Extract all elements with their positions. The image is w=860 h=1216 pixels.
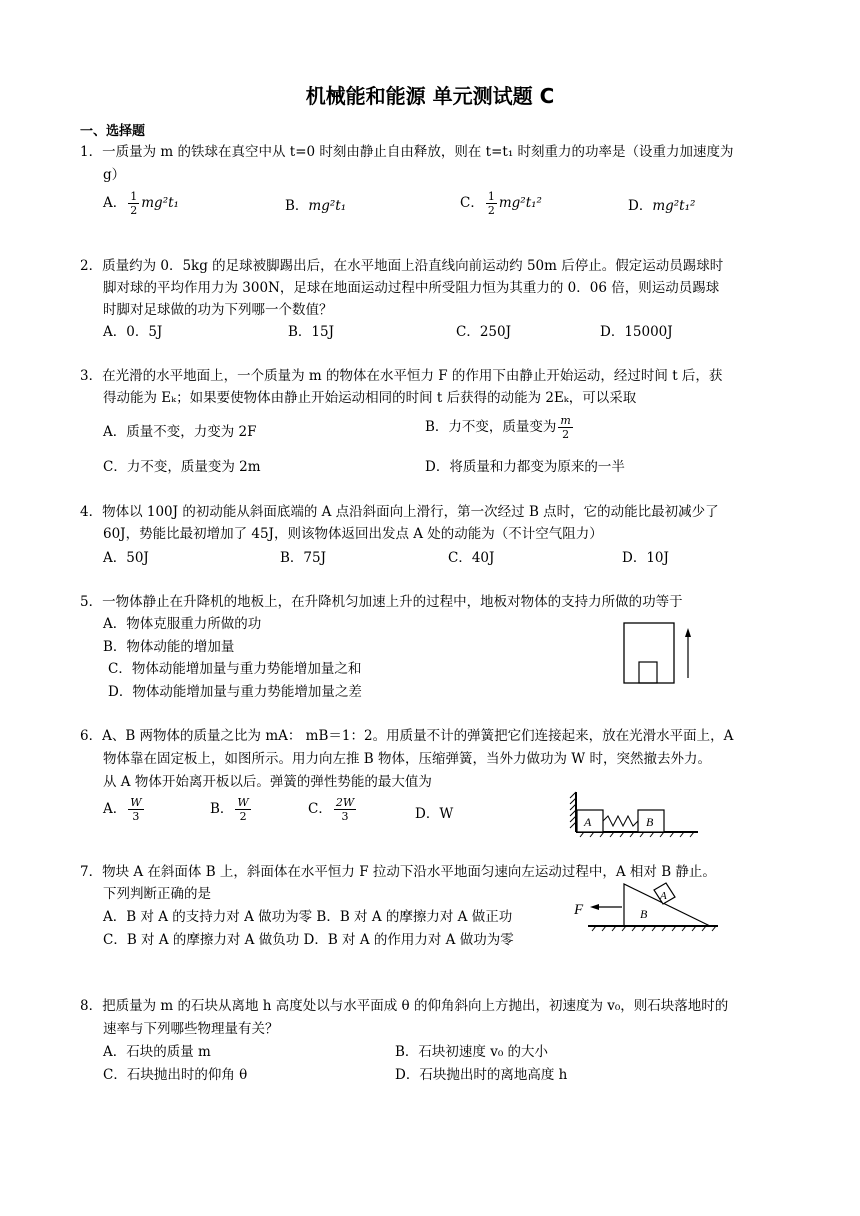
- q1-a-expr: mg²t₁: [141, 195, 179, 211]
- q6-option-d[interactable]: D．W: [415, 806, 454, 822]
- q7-options-cd[interactable]: C．B 对 A 的摩擦力对 A 做负功 D．B 对 A 的作用力对 A 做功为零: [103, 932, 514, 948]
- q8-option-c[interactable]: C．石块抛出时的仰角 θ: [103, 1067, 248, 1083]
- page-title: 机械能和能源 单元测试题 C: [305, 84, 555, 108]
- q1-option-c-label: C．: [460, 195, 484, 211]
- q1-option-c[interactable]: [460, 190, 542, 217]
- q1-c-num: 1: [487, 190, 495, 203]
- q6-line3: 从 A 物体开始离开板以后。弹簧的弹性势能的最大值为: [103, 774, 432, 790]
- q2-option-d[interactable]: D．15000J: [600, 324, 673, 340]
- q6-a-fraction: [128, 796, 143, 823]
- q8-option-a[interactable]: A．石块的质量 m: [103, 1044, 211, 1060]
- spring-figure: [568, 788, 703, 838]
- q1-line1: 1．一质量为 m 的铁球在真空中从 t=0 时刻由静止自由释放，则在 t=t₁ 时刻重力的功率是（设重力加速度为: [80, 144, 734, 160]
- q7-options-ab[interactable]: A．B 对 A 的支持力对 A 做功为零 B．B 对 A 的摩擦力对 A 做正功: [103, 909, 513, 925]
- q6-a-den: 3: [132, 810, 140, 823]
- q7-line2: 下列判断正确的是: [103, 886, 211, 902]
- q1-c-expr: mg²t₁²: [498, 195, 542, 211]
- q4-option-b[interactable]: B．75J: [280, 550, 327, 566]
- incline-figure: [570, 880, 720, 936]
- q5-line1: 5．一物体静止在升降机的地板上，在升降机匀加速上升的过程中，地板对物体的支持力所做的功等于: [80, 594, 683, 610]
- block-a-label: A: [584, 815, 592, 829]
- q1-a-fraction: [128, 190, 139, 217]
- q3-line1: 3．在光滑的水平地面上，一个质量为 m 的物体在水平恒力 F 的作用下由静止开始运动，经过时间 t 后，获: [80, 368, 723, 384]
- q7-line1: 7．物块 A 在斜面体 B 上，斜面体在水平恒力 F 拉动下沿水平地面匀速向左运动过程中，A 相对 B 静止。: [80, 864, 716, 880]
- q1-b-expr: mg²t₁: [308, 198, 347, 214]
- q3-option-a[interactable]: A．质量不变，力变为 2F: [103, 424, 257, 440]
- incline-b-label: B: [640, 907, 648, 921]
- q4-line1: 4．物体以 100J 的初动能从斜面底端的 A 点沿斜面向上滑行，第一次经过 B 点时，它的动能比最初减少了: [80, 504, 719, 520]
- q6-b-fraction: [235, 796, 250, 823]
- q8-option-d[interactable]: D．石块抛出时的离地高度 h: [395, 1067, 568, 1083]
- q2-line2: 脚对球的平均作用力为 300N，足球在地面运动过程中所受阻力恒为其重力的 0．06 倍，则运动员踢球: [103, 280, 720, 296]
- q6-option-b[interactable]: [210, 796, 253, 823]
- elevator-block: [639, 662, 657, 683]
- q1-option-a-label: A．: [103, 195, 127, 211]
- q6-line2: 物体靠在固定板上，如图所示。用力向左推 B 物体，压缩弹簧，当外力做功为 W 时，突然撤去外力。: [103, 751, 711, 767]
- q2-option-b[interactable]: B．15J: [288, 324, 335, 340]
- q1-c-den: 2: [487, 204, 495, 217]
- q4-option-c[interactable]: C．40J: [448, 550, 495, 566]
- q6-a-num: W: [130, 796, 142, 809]
- q4-option-a[interactable]: A．50J: [103, 550, 149, 566]
- q1-option-b-label: B．: [285, 198, 309, 214]
- q3-b-fraction: [558, 414, 572, 441]
- q5-option-b[interactable]: B．物体动能的增加量: [103, 639, 235, 655]
- q3-b-num: m: [560, 414, 571, 427]
- q1-c-fraction: [486, 190, 497, 217]
- q6-b-den: 2: [239, 810, 247, 823]
- q2-option-a[interactable]: A．0．5J: [103, 324, 163, 340]
- q1-line2: g）: [103, 167, 126, 183]
- q6-line1: 6．A、B 两物体的质量之比为 mA： mB＝1：2。用质量不计的弹簧把它们连接起来，放在光滑水平面上，A: [80, 728, 734, 744]
- block-b-label: B: [646, 815, 654, 829]
- q1-a-num: 1: [130, 190, 138, 203]
- q6-option-a-label: A．: [103, 801, 127, 817]
- q6-option-a[interactable]: [103, 796, 146, 823]
- q1-option-d[interactable]: [628, 194, 695, 214]
- q6-option-c-label: C．: [308, 801, 332, 817]
- q3-option-c[interactable]: C．力不变，质量变为 2m: [103, 459, 261, 475]
- q1-d-expr: mg²t₁²: [652, 198, 696, 214]
- q8-option-b[interactable]: B．石块初速度 v₀ 的大小: [395, 1044, 549, 1060]
- section-heading: 一、选择题: [80, 124, 146, 139]
- q6-c-fraction: [334, 796, 356, 823]
- q3-option-b-label: B．力不变，质量变为: [425, 419, 557, 435]
- up-arrow-icon: [685, 628, 691, 637]
- q1-option-d-label: D．: [628, 198, 653, 214]
- q6-b-num: W: [237, 796, 249, 809]
- q5-option-a[interactable]: A．物体克服重力所做的功: [103, 616, 262, 632]
- q4-option-d[interactable]: D．10J: [622, 550, 669, 566]
- q3-option-b[interactable]: [425, 414, 575, 441]
- force-label: F: [574, 902, 584, 918]
- q6-option-c[interactable]: [308, 796, 358, 823]
- elevator-figure: [620, 620, 700, 688]
- q3-option-d[interactable]: D．将质量和力都变为原来的一半: [425, 459, 625, 475]
- q1-a-den: 2: [130, 204, 138, 217]
- q8-line1: 8．把质量为 m 的石块从离地 h 高度处以与水平面成 θ 的仰角斜向上方抛出，初速度为 v₀，则石块落地时的: [80, 998, 729, 1014]
- q6-option-b-label: B．: [210, 801, 234, 817]
- q1-option-a[interactable]: [103, 190, 179, 217]
- q1-option-b[interactable]: [285, 194, 346, 214]
- q5-option-d[interactable]: D．物体动能增加量与重力势能增加量之差: [108, 684, 362, 700]
- q8-line2: 速率与下列哪些物理量有关？: [103, 1021, 279, 1037]
- q2-line1: 2．质量约为 0．5kg 的足球被脚踢出后，在水平地面上沿直线向前运动约 50m 后停止。假定运动员踢球时: [80, 258, 724, 274]
- force-arrow-icon: [590, 904, 599, 910]
- q2-line3: 时脚对足球做的功为下列哪一个数值？: [103, 302, 333, 318]
- q4-line2: 60J，势能比最初增加了 45J，则该物体返回出发点 A 处的动能为（不计空气阻力）: [103, 526, 603, 542]
- q5-option-c[interactable]: C．物体动能增加量与重力势能增加量之和: [108, 661, 362, 677]
- q6-c-num: 2W: [335, 796, 355, 809]
- block-a-label: A: [660, 890, 667, 902]
- elevator-box: [624, 623, 674, 683]
- q6-c-den: 3: [341, 810, 349, 823]
- q2-option-c[interactable]: C．250J: [456, 324, 512, 340]
- q3-line2: 得动能为 Eₖ；如果要使物体由静止开始运动相同的时间 t 后获得的动能为 2Eₖ，可以采取: [103, 390, 637, 406]
- spring: [603, 816, 638, 826]
- q3-b-den: 2: [562, 428, 570, 441]
